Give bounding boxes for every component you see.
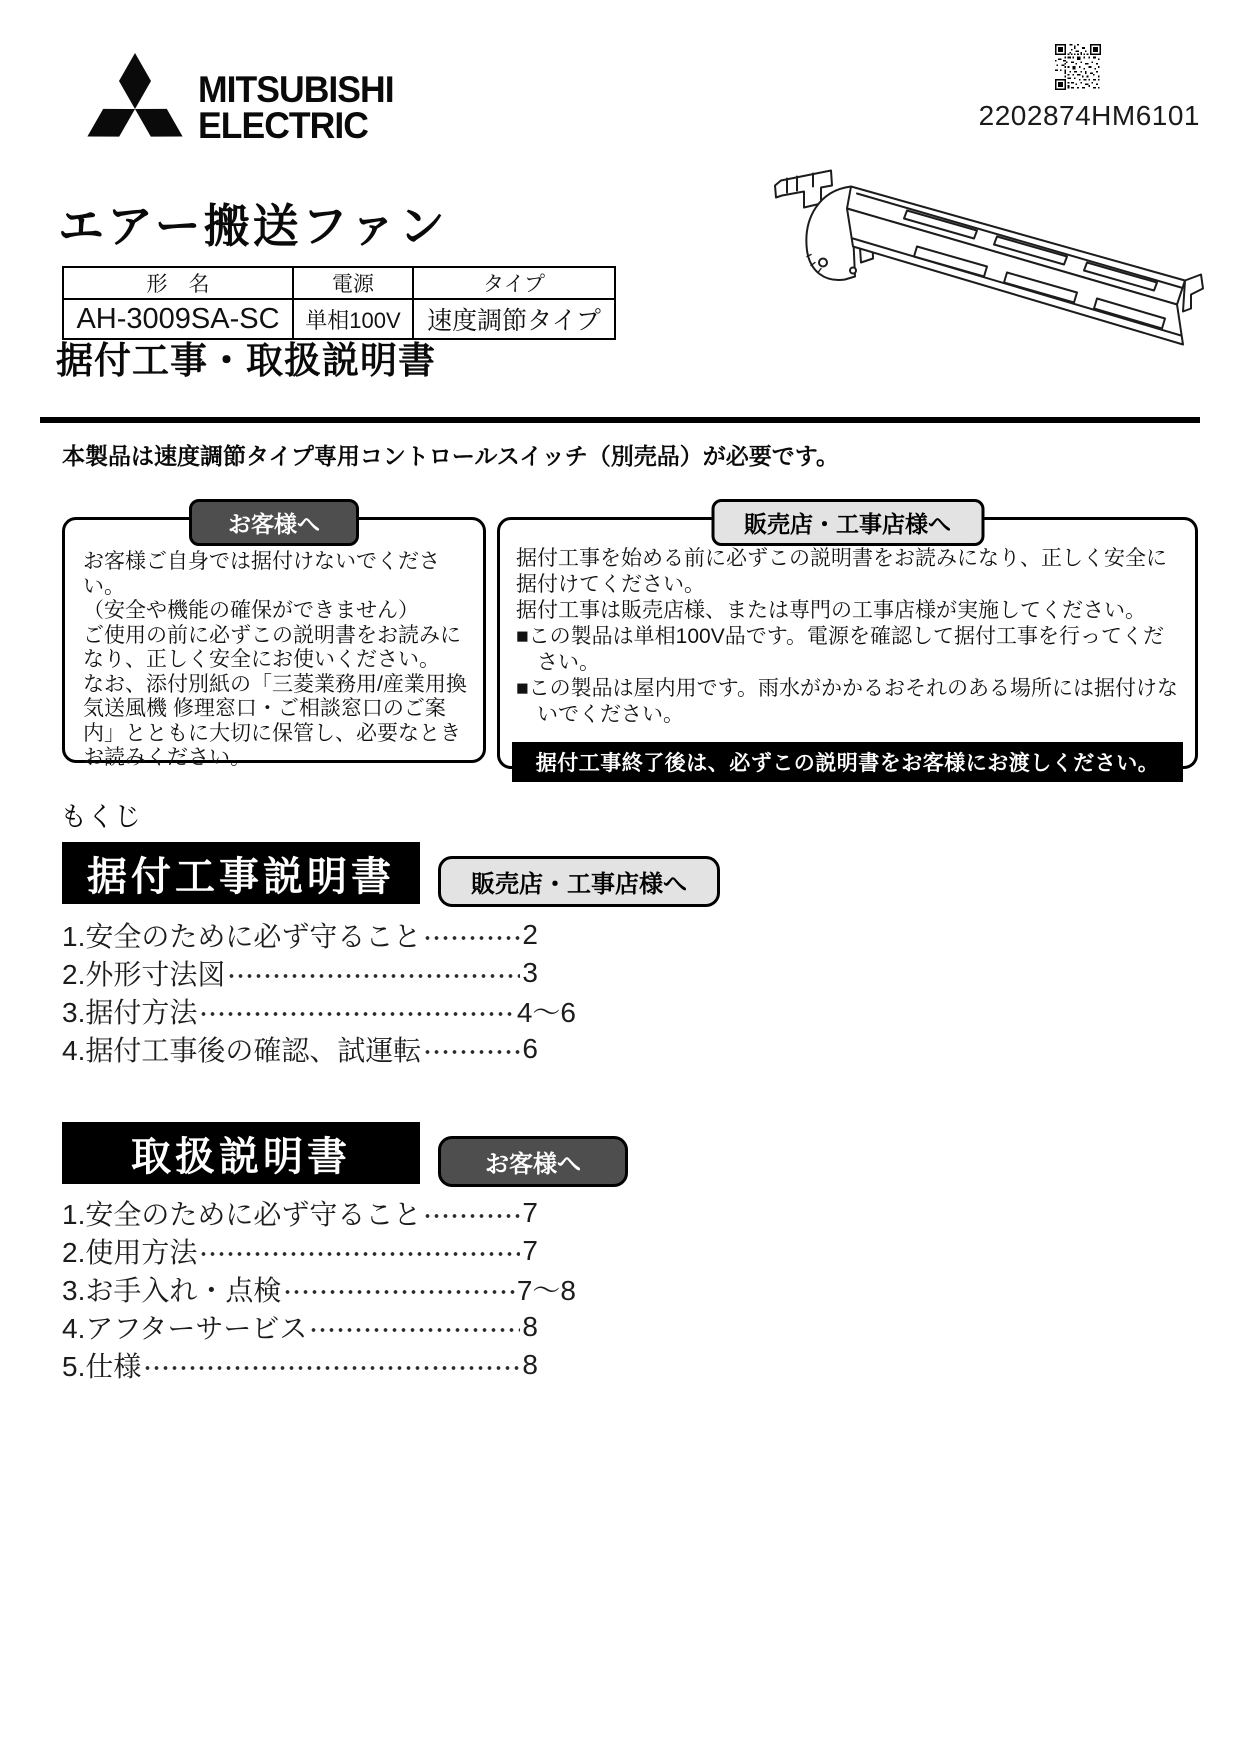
spec-header-model: 形 名 — [63, 267, 293, 299]
toc-item-label: 2.使用方法 — [62, 1237, 198, 1268]
toc-item-label: 4.アフターサービス — [62, 1313, 308, 1344]
toc-item — [62, 1030, 538, 1068]
product-category-title: エアー搬送ファン — [58, 200, 448, 252]
toc-item-page: 7 — [522, 1197, 538, 1228]
spec-header-power: 電源 — [293, 267, 413, 299]
section-title-installation: 据付工事説明書 — [62, 842, 420, 904]
toc-heading: もくじ — [60, 802, 141, 832]
dot-leader — [227, 971, 520, 981]
customer-para-2: （安全や機能の確保ができません） — [83, 599, 419, 622]
spec-table — [62, 266, 616, 340]
dealer-para-1: 据付工事を始める前に必ずこの説明書をお読みになり、正しく安全に据付けてください。 — [516, 547, 1167, 596]
toc-item — [62, 1308, 538, 1346]
section1-audience-badge: 販売店・工事店様へ — [438, 856, 720, 907]
dot-leader — [423, 1211, 520, 1221]
toc-list-installation — [62, 916, 576, 1068]
customer-para-3: ご使用の前に必ずこの説明書をお読みになり、正しく安全にお使いください。 — [83, 623, 461, 671]
toc-item — [62, 1232, 538, 1270]
document-code: 2202874HM6101 — [978, 100, 1200, 131]
toc-item-label: 3.据付方法 — [62, 997, 198, 1028]
toc-item-label: 5.仕様 — [62, 1351, 142, 1382]
spec-value-model: AH-3009SA-SC — [63, 299, 293, 339]
spec-table-header-row — [63, 267, 615, 299]
toc-item-page: 3 — [522, 957, 538, 988]
dot-leader — [283, 1287, 514, 1297]
dot-leader — [423, 1047, 520, 1057]
brand-line2: ELECTRIC — [198, 105, 368, 147]
dot-leader — [309, 1325, 520, 1335]
toc-item — [62, 1270, 576, 1308]
toc-item — [62, 1346, 538, 1384]
spec-header-type: タイプ — [413, 267, 615, 299]
toc-item-label: 4.据付工事後の確認、試運転 — [62, 1035, 422, 1066]
toc-item — [62, 954, 538, 992]
horizontal-rule — [40, 417, 1200, 423]
dealer-info-box — [497, 511, 1198, 775]
toc-item — [62, 916, 538, 954]
document-title: 据付工事・取扱説明書 — [56, 340, 436, 381]
section-title-operation: 取扱説明書 — [62, 1122, 420, 1184]
toc-item-page: 6 — [522, 1033, 538, 1064]
dealer-box-body — [500, 520, 1195, 736]
dealer-para-2: 据付工事は販売店様、または専門の工事店様が実施してください。 — [516, 599, 1146, 622]
qr-code — [1055, 44, 1101, 90]
toc-item-page: 7～8 — [516, 1275, 576, 1306]
dot-leader — [199, 1249, 520, 1259]
dot-leader — [423, 933, 520, 943]
toc-list-operation — [62, 1194, 576, 1384]
handover-notice-bar: 据付工事終了後は、必ずこの説明書をお客様にお渡しください。 — [512, 742, 1183, 782]
dealer-bullet-1: ■この製品は単相100V品です。電源を確認して据付工事を行ってください。 — [516, 625, 1165, 674]
toc-item-page: 7 — [522, 1235, 538, 1266]
section2-audience-badge: お客様へ — [438, 1136, 628, 1187]
toc-item-page: 4～6 — [516, 997, 576, 1028]
customer-box-body — [65, 520, 483, 781]
customer-badge: お客様へ — [189, 499, 359, 546]
required-switch-notice: 本製品は速度調節タイプ専用コントロールスイッチ（別売品）が必要です。 — [62, 443, 839, 469]
toc-item — [62, 992, 576, 1030]
brand-wordmark — [198, 69, 394, 147]
dot-leader — [143, 1363, 520, 1373]
mitsubishi-logo-icon — [85, 46, 185, 156]
customer-info-box — [62, 511, 486, 769]
toc-item-page: 8 — [522, 1311, 538, 1342]
toc-item-label: 3.お手入れ・点検 — [62, 1275, 282, 1306]
customer-para-1: お客様ご自身では据付けないでください。 — [83, 550, 440, 598]
brand-line1: MITSUBISHI — [198, 69, 394, 110]
product-illustration — [735, 156, 1205, 366]
toc-item-label: 2.外形寸法図 — [62, 959, 226, 990]
dealer-bullet-2: ■この製品は屋内用です。雨水がかかるおそれのある場所には据付けないでください。 — [516, 677, 1179, 726]
customer-para-4: なお、添付別紙の「三菱業務用/産業用換気送風機 修理窓口・ご相談窓口のご案内」とともに大切に保管し、必要なときお読みください。 — [83, 672, 467, 769]
dealer-badge: 販売店・工事店様へ — [711, 499, 984, 546]
dot-leader — [199, 1009, 514, 1019]
toc-item — [62, 1194, 538, 1232]
toc-item-label: 1.安全のために必ず守ること — [62, 921, 422, 952]
toc-item-label: 1.安全のために必ず守ること — [62, 1199, 422, 1230]
spec-value-power: 単相100V — [293, 299, 413, 339]
spec-value-type: 速度調節タイプ — [413, 299, 615, 339]
toc-item-page: 8 — [522, 1349, 538, 1380]
toc-item-page: 2 — [522, 919, 538, 950]
